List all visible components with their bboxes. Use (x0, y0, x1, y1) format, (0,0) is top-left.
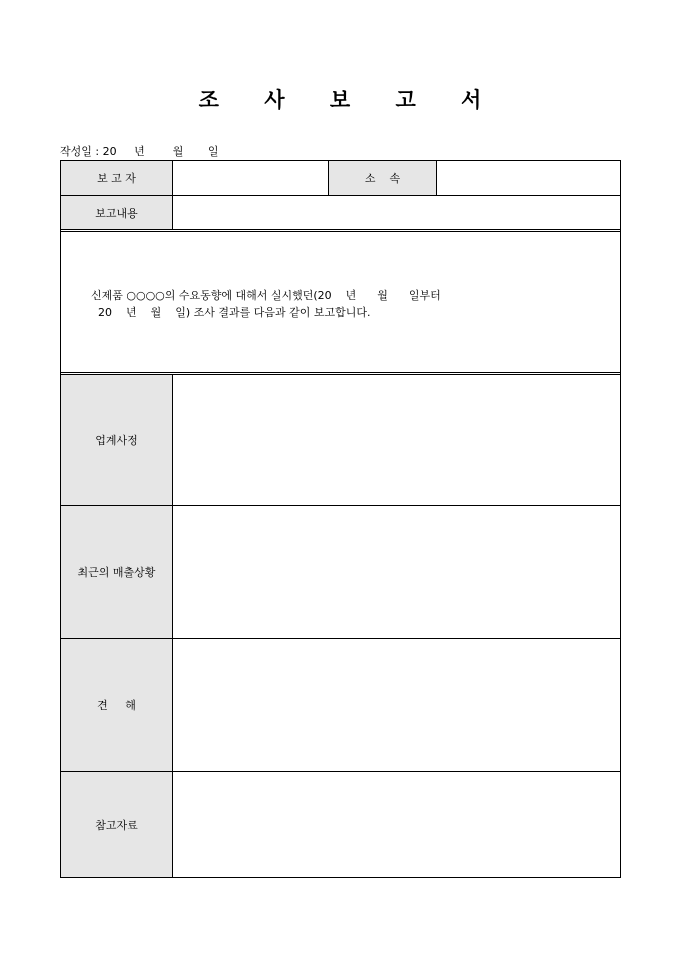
reporter-label: 보 고 자 (61, 161, 172, 195)
section-field-references[interactable] (173, 772, 620, 877)
section-label-references: 참고자료 (61, 772, 172, 877)
intro-line-2: 20 년 월 일) 조사 결과를 다음과 같이 보고합니다. (91, 306, 371, 319)
double-divider (61, 229, 620, 232)
section-field-industry[interactable] (173, 375, 620, 505)
year-unit: 년 (134, 145, 145, 158)
section-label-sales: 최근의 매출상황 (61, 506, 172, 638)
intro-text (91, 287, 441, 321)
section-field-sales[interactable] (173, 506, 620, 638)
day-unit: 일 (207, 145, 219, 158)
intro-line-1: 신제품 ○○○○의 수요동향에 대해서 실시했던(20 년 월 일부터 (91, 289, 441, 302)
affiliation-label: 소 속 (329, 161, 436, 195)
month-unit: 월 (172, 145, 184, 158)
reporter-field[interactable] (173, 161, 328, 195)
column-divider (172, 161, 173, 230)
document-title: 조 사 보 고 서 (198, 87, 501, 112)
content-field[interactable] (173, 196, 620, 229)
date-line (60, 143, 218, 159)
column-divider (328, 161, 329, 195)
column-divider (436, 161, 437, 195)
column-divider (172, 375, 173, 877)
section-label-industry: 업계사정 (61, 375, 172, 505)
section-label-opinion: 견 해 (61, 639, 172, 771)
content-label: 보고내용 (61, 196, 172, 229)
section-field-opinion[interactable] (173, 639, 620, 771)
date-label: 작성일 : 20 (60, 145, 117, 158)
affiliation-field[interactable] (437, 161, 620, 195)
report-form (60, 160, 621, 878)
